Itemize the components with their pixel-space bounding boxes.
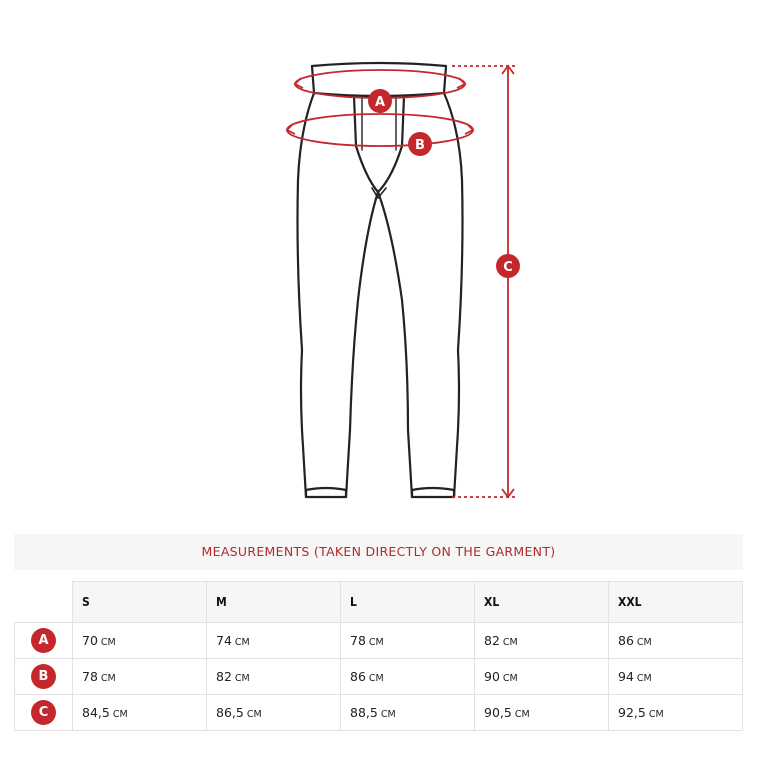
marker-c — [496, 254, 520, 278]
measure-cell: 70 CM — [73, 623, 207, 659]
row-key-cell — [15, 659, 73, 695]
measure-cell: 82 CM — [475, 623, 609, 659]
measure-cell: 84,5 CM — [73, 695, 207, 731]
row-badge-b: B — [31, 664, 56, 689]
table-row — [15, 695, 743, 731]
marker-b — [408, 132, 432, 156]
size-header-row — [15, 582, 743, 623]
svg-text:C: C — [503, 260, 513, 275]
table-row — [15, 659, 743, 695]
table-row — [15, 623, 743, 659]
row-badge-c: C — [31, 700, 56, 725]
measure-cell: 78 CM — [341, 623, 475, 659]
row-key-cell — [15, 623, 73, 659]
measure-cell: 82 CM — [207, 659, 341, 695]
measure-cell: 86 CM — [609, 623, 743, 659]
svg-text:B: B — [415, 138, 425, 153]
row-key-cell — [15, 695, 73, 731]
measurements-title: MEASUREMENTS (TAKEN DIRECTLY ON THE GARMENT) — [14, 534, 743, 570]
row-badge-a: A — [31, 628, 56, 653]
corner-cell — [15, 582, 73, 623]
hip-measure-line — [287, 114, 473, 146]
measure-cell: 74 CM — [207, 623, 341, 659]
marker-a — [368, 89, 392, 113]
measure-cell: 86,5 CM — [207, 695, 341, 731]
size-header: L — [341, 582, 475, 623]
size-header: XXL — [609, 582, 743, 623]
measure-cell: 92,5 CM — [609, 695, 743, 731]
pants-outline — [298, 63, 463, 497]
measure-cell: 86 CM — [341, 659, 475, 695]
measure-cell: 78 CM — [73, 659, 207, 695]
svg-text:A: A — [374, 95, 386, 110]
size-header: XL — [475, 582, 609, 623]
measure-cell: 90 CM — [475, 659, 609, 695]
measure-cell: 90,5 CM — [475, 695, 609, 731]
size-header: M — [207, 582, 341, 623]
size-header: S — [73, 582, 207, 623]
measure-cell: 88,5 CM — [341, 695, 475, 731]
size-table — [14, 581, 743, 731]
measure-cell: 94 CM — [609, 659, 743, 695]
